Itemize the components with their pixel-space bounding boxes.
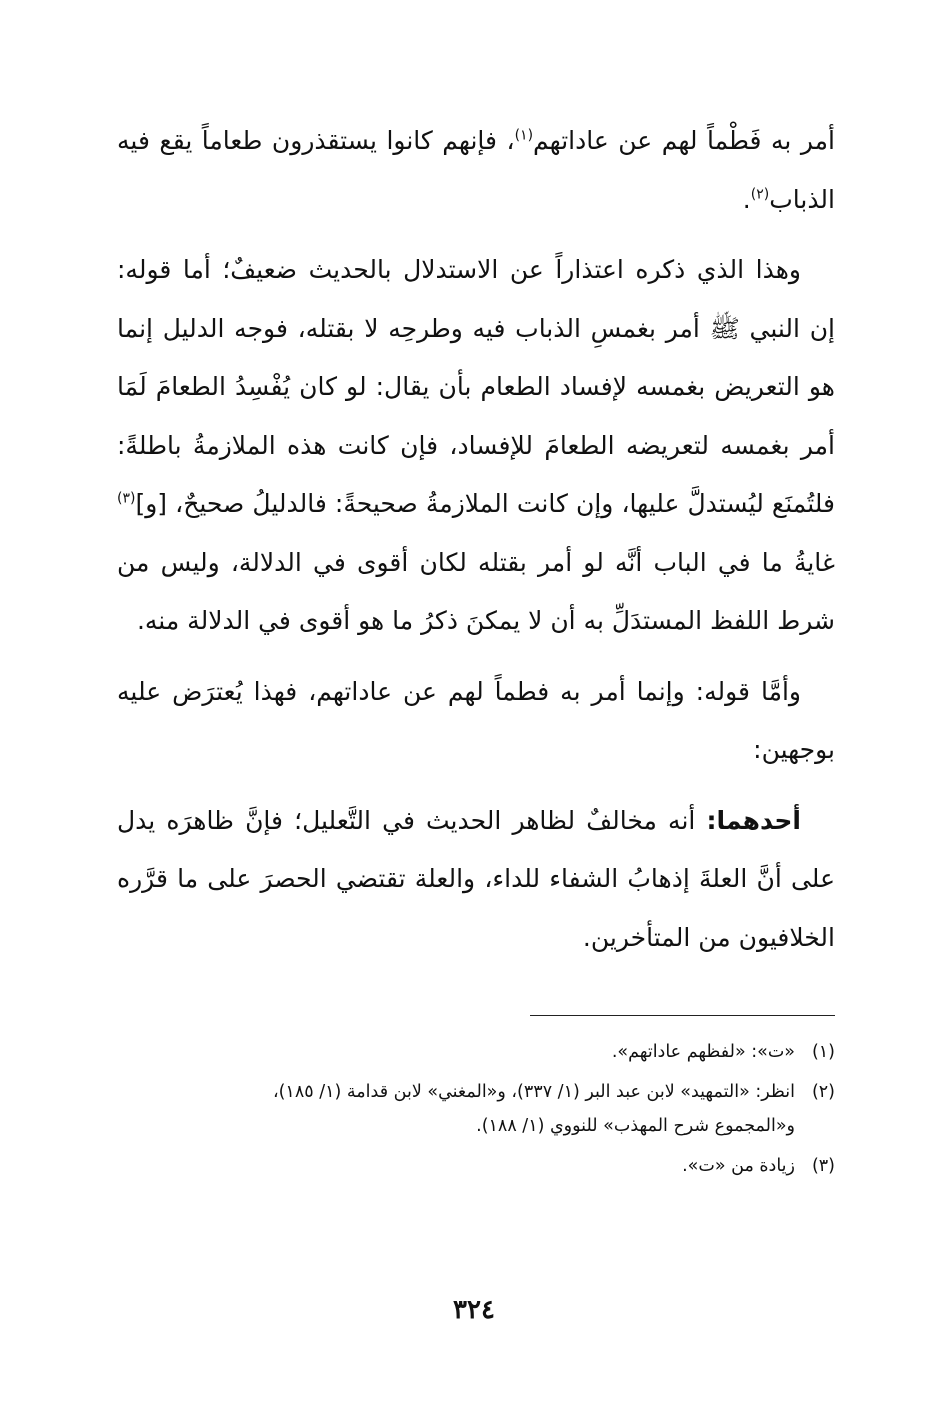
footnote-number: (١) xyxy=(811,1042,835,1062)
text-run: أنه مخالفٌ لظاهر الحديث في التَّعليل؛ فإنَّ ظاهرَه يدل على أنَّ العلةَ إذهابُ الشفاء للداء، والعلة تقتضي الحصرَ على ما قرَّره الخلافيون من المتأخرين. xyxy=(117,805,835,952)
paragraph xyxy=(117,663,835,780)
footnote-text: زيادة من «ت». xyxy=(682,1156,795,1176)
text-run: وأمَّا قوله: وإنما أمر به فطماً لهم عن عاداتهم، فهذا يُعترَض عليه بوجهين: xyxy=(117,676,835,764)
text-run: غايةُ ما في الباب أنَّه لو أمر بقتله لكان أقوى في الدلالة، وليس من شرط اللفظ المستدَلِّ به أن لا يمكنَ ذكرُ ما هو أقوى في الدلالة منه. xyxy=(117,547,835,635)
footnote-number: (٣) xyxy=(811,1156,835,1176)
text-run: وهذا الذي ذكره اعتذاراً عن الاستدلال بالحديث ضعيفٌ؛ أما قوله: إن النبي ﷺ أمر بغمسِ الذباب فيه وطرحِه لا بقتله، فوجه الدليل إنما هو التعريض بغمسه لإفساد الطعام بأن يقال: لو كان يُفْسِدُ الطعامَ لَمَا أمر بغمسه لتعريضه الطعامَ للإفساد، فإن كانت هذه الملازمةُ باطلةً: فلتُمنَع ليُستدلَّ عليها، وإن كانت الملازمةُ صحيحةً: فالدليلُ صحيحٌ، [و] xyxy=(117,255,835,518)
paragraph xyxy=(117,112,835,229)
page-number: ٣٢٤ xyxy=(453,1295,495,1325)
text-run: ، فإنهم كانوا يستقذرون طعاماً يقع فيه الذباب xyxy=(117,126,835,214)
footnote-text: انظر: «التمهيد» لابن عبد البر (١/ ٣٣٧)، و«المغني» لابن قدامة (١/ ١٨٥)، xyxy=(272,1082,795,1102)
footnote-text: و«المجموع شرح المهذب» للنووي (١/ ١٨٨). xyxy=(476,1116,795,1136)
main-text xyxy=(117,112,835,979)
footnote-number: (٢) xyxy=(811,1082,835,1102)
footnotes xyxy=(117,1035,835,1189)
footnote xyxy=(117,1075,835,1143)
footnote-reference: (٣) xyxy=(117,490,136,507)
lead-term: أحدهما: xyxy=(706,805,801,835)
footnote xyxy=(117,1035,835,1069)
footnote-separator xyxy=(530,1015,835,1016)
footnote-text: «ت»: «لفظهم عاداتهم». xyxy=(611,1042,795,1062)
footnote xyxy=(117,1149,835,1183)
paragraph xyxy=(117,792,835,968)
footnote-reference: (١) xyxy=(514,127,534,144)
footnote-reference: (٢) xyxy=(750,186,770,203)
paragraph xyxy=(117,241,835,651)
text-run: أمر به فَطْماً لهم عن عاداتهم xyxy=(533,126,836,155)
text-run: . xyxy=(742,184,751,214)
